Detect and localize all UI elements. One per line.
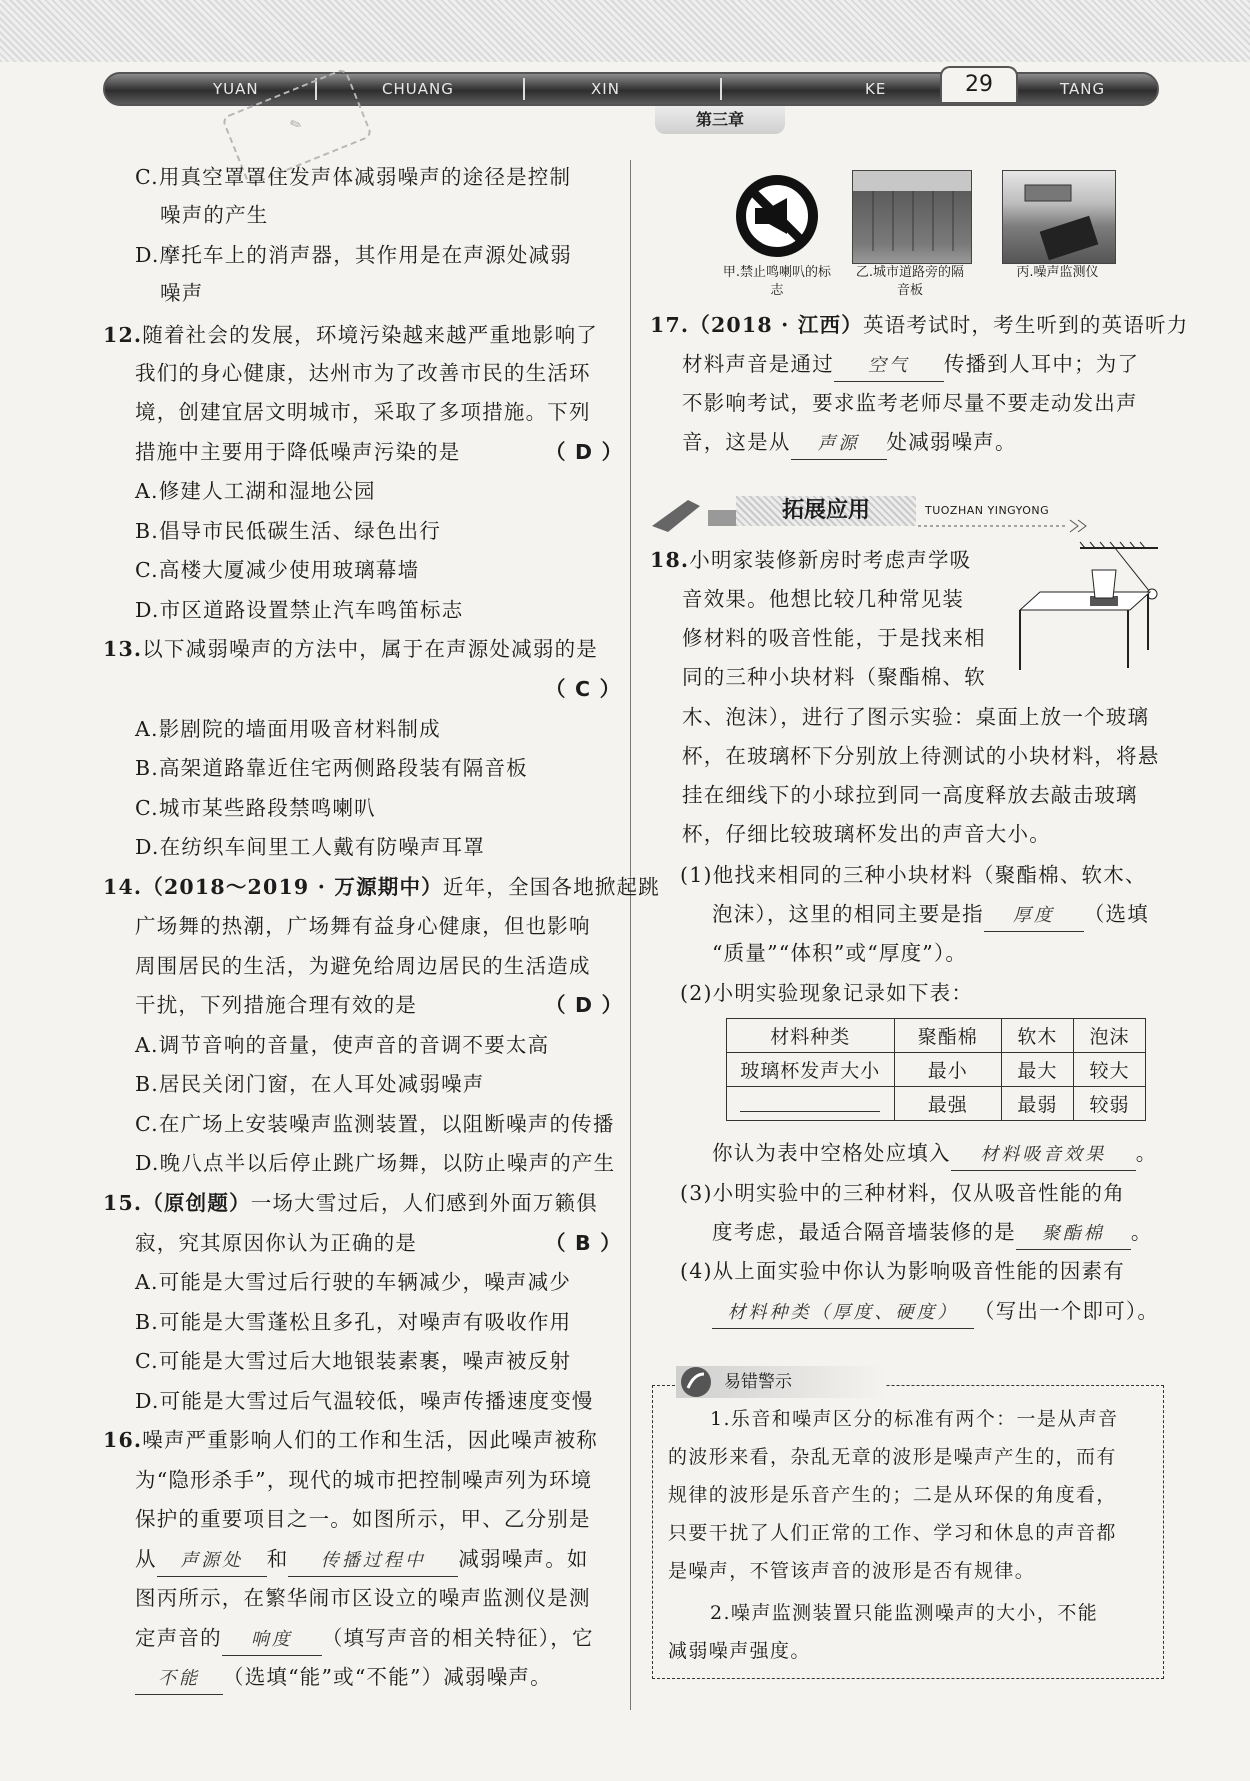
question-number: 18. bbox=[650, 548, 690, 572]
option-d: D.市区道路设置禁止汽车鸣笛标志 bbox=[135, 598, 464, 622]
option-b: B.倡导市民低碳生活、绿色出行 bbox=[135, 519, 442, 543]
table-cell: 较弱 bbox=[1073, 1087, 1145, 1121]
table-cell: 玻璃杯发声大小 bbox=[727, 1053, 895, 1087]
option-c: C.城市某些路段禁鸣喇叭 bbox=[135, 796, 376, 820]
header-word-4: KE bbox=[865, 80, 887, 98]
sound-barrier-icon bbox=[853, 171, 971, 263]
subquestion-line bbox=[712, 1296, 1159, 1329]
option-a: A.修建人工湖和湿地公园 bbox=[135, 479, 376, 503]
text: （填写声音的相关特征），它 bbox=[321, 1626, 594, 1650]
question-line: 干扰，下列措施合理有效的是 bbox=[135, 993, 418, 1017]
figure-caption-b: 乙.城市道路旁的隔音板 bbox=[855, 265, 965, 298]
page-number: 29 bbox=[940, 66, 1018, 102]
pen-icon bbox=[652, 500, 700, 532]
warning-label: 易错警示 bbox=[676, 1366, 886, 1398]
question-text: 噪声严重影响人们的工作和生活，因此噪声被称 bbox=[142, 1428, 598, 1452]
question-line bbox=[682, 349, 1139, 382]
filled-blank[interactable]: 材料吸音效果 bbox=[951, 1140, 1136, 1171]
question-18 bbox=[650, 545, 971, 575]
question-source: （原创题） bbox=[142, 1191, 251, 1215]
question-line: 为“隐形杀手”，现代的城市把控制噪声列为环境 bbox=[135, 1468, 593, 1492]
filled-blank[interactable]: 聚酯棉 bbox=[1016, 1219, 1131, 1250]
table-blank-line bbox=[740, 1091, 880, 1112]
question-source: （2018 · 江西） bbox=[689, 313, 863, 337]
table-row bbox=[727, 1087, 1146, 1121]
text: （选填 bbox=[1083, 902, 1149, 926]
option-b: B.可能是大雪蓬松且多孔，对噪声有吸收作用 bbox=[135, 1310, 572, 1334]
question-line: 保护的重要项目之一。如图所示，甲、乙分别是 bbox=[135, 1507, 591, 1531]
option-d: D.在纺织车间里工人戴有防噪声耳罩 bbox=[135, 835, 486, 859]
question-line: 挂在细线下的小球拉到同一高度释放去敲击玻璃 bbox=[682, 783, 1138, 807]
filled-blank[interactable]: 声源 bbox=[791, 429, 887, 460]
option-a: A.可能是大雪过后行驶的车辆减少，噪声减少 bbox=[135, 1270, 572, 1294]
experiment-diagram bbox=[1000, 540, 1160, 680]
question-line bbox=[135, 1623, 594, 1656]
question-line bbox=[135, 1544, 589, 1577]
question-line: 同的三种小块材料（聚酯棉、软 bbox=[682, 665, 986, 689]
table-header-cell: 泡沫 bbox=[1073, 1019, 1145, 1053]
option-c: C.用真空罩罩住发声体减弱噪声的途径是控制 bbox=[135, 165, 572, 189]
question-16 bbox=[103, 1425, 598, 1455]
no-horn-sign-figure bbox=[725, 170, 829, 262]
chapter-title: 第三章 bbox=[655, 106, 785, 134]
subquestion-line bbox=[712, 1217, 1153, 1250]
table-cell: 最大 bbox=[1001, 1053, 1073, 1087]
warning-text: 减弱噪声强度。 bbox=[668, 1640, 811, 1662]
table-header-cell: 软木 bbox=[1001, 1019, 1073, 1053]
text: 音，这是从 bbox=[682, 430, 791, 454]
subquestion-1: (1)他找来相同的三种小块材料（聚酯棉、软木、 bbox=[680, 863, 1147, 887]
subquestion-line bbox=[712, 899, 1149, 932]
question-line: 我们的身心健康，达州市为了改善市民的生活环 bbox=[135, 361, 591, 385]
question-number: 13. bbox=[103, 637, 143, 661]
question-text: 以下减弱噪声的方法中，属于在声源处减弱的是 bbox=[142, 637, 598, 661]
question-line bbox=[135, 1662, 552, 1695]
option-c: C.高楼大厦减少使用玻璃幕墙 bbox=[135, 558, 420, 582]
header-word-2: CHUANG bbox=[382, 80, 454, 98]
subquestion-4: (4)从上面实验中你认为影响吸音性能的因素有 bbox=[680, 1259, 1125, 1283]
warning-text: 的波形来看，杂乱无章的波形是噪声产生的，而有 bbox=[668, 1446, 1117, 1468]
question-line: 杯，在玻璃杯下分别放上待测试的小块材料，将悬 bbox=[682, 744, 1160, 768]
sound-barrier-photo bbox=[852, 170, 972, 264]
option-c: C.可能是大雪过后大地银装素裹，噪声被反射 bbox=[135, 1349, 572, 1373]
question-text: 小明家装修新房时考虑声学吸 bbox=[689, 548, 972, 572]
header-separator bbox=[720, 78, 722, 100]
question-line: 境，创建宜居文明城市，采取了多项措施。下列 bbox=[135, 400, 591, 424]
table-cell: 最弱 bbox=[1001, 1087, 1073, 1121]
question-line: 杯，仔细比较玻璃杯发出的声音大小。 bbox=[682, 822, 1051, 846]
figure-caption-a: 甲.禁止鸣喇叭的标志 bbox=[722, 265, 832, 298]
text: 和 bbox=[266, 1547, 289, 1571]
arrow-icon bbox=[1070, 520, 1086, 532]
noise-monitor-icon bbox=[1003, 171, 1115, 263]
text: 。 bbox=[1130, 1220, 1153, 1244]
table-header-cell: 聚酯棉 bbox=[894, 1019, 1001, 1053]
option-d: D.可能是大雪过后气温较低，噪声传播速度变慢 bbox=[135, 1389, 594, 1413]
text: （选填“能”或“不能”）减弱噪声。 bbox=[223, 1665, 552, 1689]
header-word-3: XIN bbox=[591, 80, 620, 98]
experiment-table bbox=[726, 1018, 1146, 1121]
section-subtitle: TUOZHAN YINGYONG bbox=[925, 504, 1050, 517]
subquestion-line: “质量”“体积”或“厚度”）。 bbox=[712, 941, 968, 965]
top-pattern-band bbox=[0, 0, 1250, 62]
filled-blank[interactable]: 传播过程中 bbox=[288, 1546, 458, 1577]
answer-bracket: （ D ） bbox=[545, 993, 624, 1017]
text: 泡沫），这里的相同主要是指 bbox=[712, 902, 984, 926]
text: 你认为表中空格处应填入 bbox=[712, 1141, 951, 1165]
table-row bbox=[727, 1019, 1146, 1053]
answer-bracket: （ D ） bbox=[545, 440, 624, 464]
figure-caption-c: 丙.噪声监测仪 bbox=[1016, 265, 1099, 280]
question-12 bbox=[103, 320, 598, 350]
option-c: C.在广场上安装噪声监测装置，以阻断噪声的传播 bbox=[135, 1112, 615, 1136]
header-word-5: TANG bbox=[1060, 80, 1106, 98]
question-source: （2018～2019 · 万源期中） bbox=[142, 875, 443, 899]
filled-blank[interactable]: 不能 bbox=[135, 1664, 223, 1695]
text: 传播到人耳中；为了 bbox=[943, 352, 1140, 376]
text: 定声音的 bbox=[135, 1626, 222, 1650]
question-text: 一场大雪过后，人们感到外面万籁俱 bbox=[250, 1191, 598, 1215]
section-title: 拓展应用 bbox=[736, 496, 916, 526]
text: 处减弱噪声。 bbox=[886, 430, 1017, 454]
warning-icon bbox=[676, 1364, 716, 1400]
question-line: 图丙所示，在繁华闹市区设立的噪声监测仪是测 bbox=[135, 1586, 591, 1610]
watermark-stamp-logo: ✎ bbox=[221, 68, 373, 187]
question-14 bbox=[103, 872, 660, 902]
warning-text: 规律的波形是乐音产生的；二是从环保的角度看， bbox=[668, 1484, 1117, 1506]
question-text: 近年，全国各地掀起跳 bbox=[442, 875, 660, 899]
subquestion-2: (2)小明实验现象记录如下表： bbox=[680, 981, 974, 1005]
noise-monitor-photo bbox=[1002, 170, 1116, 264]
question-number: 15. bbox=[103, 1191, 143, 1215]
option-b: B.高架道路靠近住宅两侧路段装有隔音板 bbox=[135, 756, 528, 780]
header-word-1: YUAN bbox=[213, 80, 259, 98]
question-line: 寂，究其原因你认为正确的是 bbox=[135, 1231, 418, 1255]
table-row bbox=[727, 1053, 1146, 1087]
text: （写出一个即可）。 bbox=[974, 1299, 1160, 1323]
subquestion-line bbox=[712, 1138, 1157, 1171]
option-c-cont: 噪声的产生 bbox=[160, 203, 269, 227]
question-line: 措施中主要用于降低噪声污染的是 bbox=[135, 440, 461, 464]
question-line: 广场舞的热潮，广场舞有益身心健康，但也影响 bbox=[135, 914, 591, 938]
filled-blank[interactable]: 声源处 bbox=[157, 1546, 267, 1577]
warning-text: 1.乐音和噪声区分的标准有两个：一是从声音 bbox=[710, 1408, 1119, 1430]
no-horn-icon bbox=[725, 170, 829, 262]
question-line: 不影响考试，要求监考老师尽量不要走动发出声 bbox=[682, 391, 1138, 415]
column-divider bbox=[630, 160, 631, 1710]
filled-blank[interactable]: 空气 bbox=[834, 351, 944, 382]
option-a: A.影剧院的墙面用吸音材料制成 bbox=[135, 717, 441, 741]
option-a: A.调节音响的音量，使声音的音调不要太高 bbox=[135, 1033, 550, 1057]
option-d: D.摩托车上的消声器，其作用是在声源处减弱 bbox=[135, 243, 572, 267]
text: 度考虑，最适合隔音墙装修的是 bbox=[712, 1220, 1016, 1244]
text: 。 bbox=[1135, 1141, 1158, 1165]
text: 减弱噪声。如 bbox=[458, 1547, 589, 1571]
question-text: 随着社会的发展，环境污染越来越严重地影响了 bbox=[142, 323, 598, 347]
table-blank-cell[interactable] bbox=[727, 1087, 895, 1121]
answer-bracket: （ B ） bbox=[545, 1231, 622, 1255]
filled-blank[interactable]: 厚度 bbox=[984, 901, 1084, 932]
question-text: 英语考试时，考生听到的英语听力 bbox=[862, 313, 1189, 337]
question-line: 周围居民的生活，为避免给周边居民的生活造成 bbox=[135, 954, 591, 978]
option-d-cont: 噪声 bbox=[160, 281, 204, 305]
option-d: D.晚八点半以后停止跳广场舞，以防止噪声的产生 bbox=[135, 1151, 616, 1175]
question-number: 14. bbox=[103, 875, 143, 899]
header-separator bbox=[523, 78, 525, 100]
question-line: 修材料的吸音性能，于是找来相 bbox=[682, 626, 986, 650]
question-number: 16. bbox=[103, 1428, 143, 1452]
question-line bbox=[682, 427, 1017, 460]
warning-text: 2.噪声监测装置只能监测噪声的大小，不能 bbox=[710, 1602, 1099, 1624]
question-number: 12. bbox=[103, 323, 143, 347]
subquestion-3: (3)小明实验中的三种材料，仅从吸音性能的角 bbox=[680, 1181, 1125, 1205]
table-header-cell: 材料种类 bbox=[727, 1019, 895, 1053]
text: 从 bbox=[135, 1547, 157, 1571]
question-line: 木、泡沫），进行了图示实验：桌面上放一个玻璃 bbox=[682, 705, 1150, 729]
question-line: 音效果。他想比较几种常见装 bbox=[682, 587, 965, 611]
table-cell: 最强 bbox=[894, 1087, 1001, 1121]
filled-blank[interactable]: 材料种类（厚度、硬度） bbox=[712, 1298, 974, 1329]
question-13 bbox=[103, 634, 598, 664]
filled-blank[interactable]: 响度 bbox=[222, 1625, 322, 1656]
answer-bracket: （ C ） bbox=[545, 677, 622, 701]
table-cell: 最小 bbox=[894, 1053, 1001, 1087]
warning-text: 是噪声，不管该声音的波形是否有规律。 bbox=[668, 1560, 1036, 1582]
table-cell: 较大 bbox=[1073, 1053, 1145, 1087]
warning-text: 只要干扰了人们正常的工作、学习和休息的声音都 bbox=[668, 1522, 1117, 1544]
option-b: B.居民关闭门窗，在人耳处减弱噪声 bbox=[135, 1072, 485, 1096]
question-number: 17. bbox=[650, 313, 690, 337]
question-17 bbox=[650, 310, 1188, 340]
question-15 bbox=[103, 1188, 598, 1218]
text: 材料声音是通过 bbox=[682, 352, 834, 376]
